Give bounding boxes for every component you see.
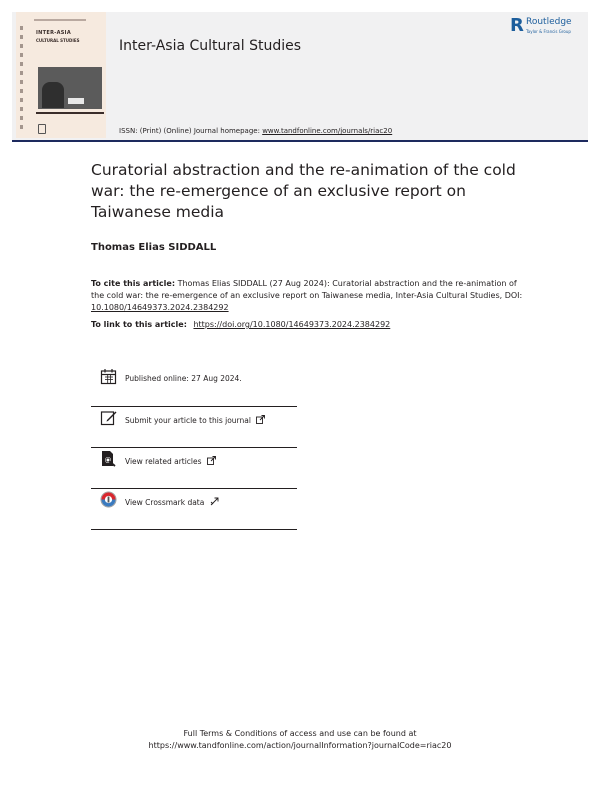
cover-rule <box>34 19 86 21</box>
article-url-link[interactable]: https://doi.org/10.1080/14649373.2024.2384292 <box>193 320 391 329</box>
cover-band <box>36 112 104 114</box>
related-label: View related articles <box>125 457 202 466</box>
edit-icon <box>100 409 117 426</box>
related-link[interactable] <box>125 456 216 466</box>
issn-line <box>119 127 392 135</box>
cover-title-line2: CULTURAL STUDIES <box>36 38 80 43</box>
related-articles-icon <box>100 450 117 467</box>
cover-photo-figure <box>42 82 64 108</box>
cover-publisher-logo <box>38 124 46 134</box>
link-label: To link to this article: <box>91 320 187 329</box>
submit-label: Submit your article to this journal <box>125 416 251 425</box>
cover-spine-marks <box>20 26 23 134</box>
crossmark-label: View Crossmark data <box>125 498 205 507</box>
related-row[interactable] <box>91 448 297 489</box>
article-title: Curatorial abstraction and the re-animation of the cold war: the re-emergence of an exclusive report on Taiwanese media <box>91 161 516 221</box>
cite-label: To cite this article: <box>91 279 176 288</box>
doi-link[interactable]: 10.1080/14649373.2024.2384292 <box>91 303 229 312</box>
crossmark-row[interactable] <box>91 489 297 530</box>
crossmark-external-icon <box>210 497 219 506</box>
header-divider <box>12 140 588 142</box>
journal-title: Inter-Asia Cultural Studies <box>119 38 302 54</box>
cite-text: Thomas Elias SIDDALL (27 Aug 2024): Curatorial abstraction and the re-animation of the cold war: the re-emergence of an exclusive report on Taiwanese media, Inter-Asia Cultural Studies, DOI: <box>91 279 523 300</box>
routledge-logo <box>510 16 590 42</box>
crossmark-link[interactable] <box>125 497 219 507</box>
external-link-icon <box>256 415 265 424</box>
footer <box>0 728 600 752</box>
journal-cover[interactable] <box>16 12 106 138</box>
submit-link[interactable] <box>125 415 265 425</box>
submit-row[interactable] <box>91 407 297 448</box>
footer-terms: Full Terms & Conditions of access and use can be found at <box>183 729 417 738</box>
published-label: Published online: 27 Aug 2024. <box>125 374 242 383</box>
footer-url[interactable]: https://www.tandfonline.com/action/journalInformation?journalCode=riac20 <box>148 741 452 750</box>
citation-block <box>91 278 531 314</box>
external-link-icon <box>207 456 216 465</box>
crossmark-icon <box>100 491 117 508</box>
journal-homepage-link[interactable]: www.tandfonline.com/journals/riac20 <box>262 127 393 135</box>
cover-photo-sign <box>68 98 84 104</box>
cover-title-line1: INTER-ASIA <box>36 30 71 36</box>
article-actions <box>91 366 297 530</box>
published-row <box>91 366 297 407</box>
routledge-r-icon: R <box>510 15 524 36</box>
link-line <box>91 320 390 329</box>
publisher-tagline: Taylor & Francis Group <box>526 29 571 34</box>
author-name: Thomas Elias SIDDALL <box>91 242 217 253</box>
calendar-icon <box>100 368 117 385</box>
issn-label: ISSN: (Print) (Online) Journal homepage: <box>119 127 260 135</box>
publisher-name: Routledge <box>526 17 572 27</box>
